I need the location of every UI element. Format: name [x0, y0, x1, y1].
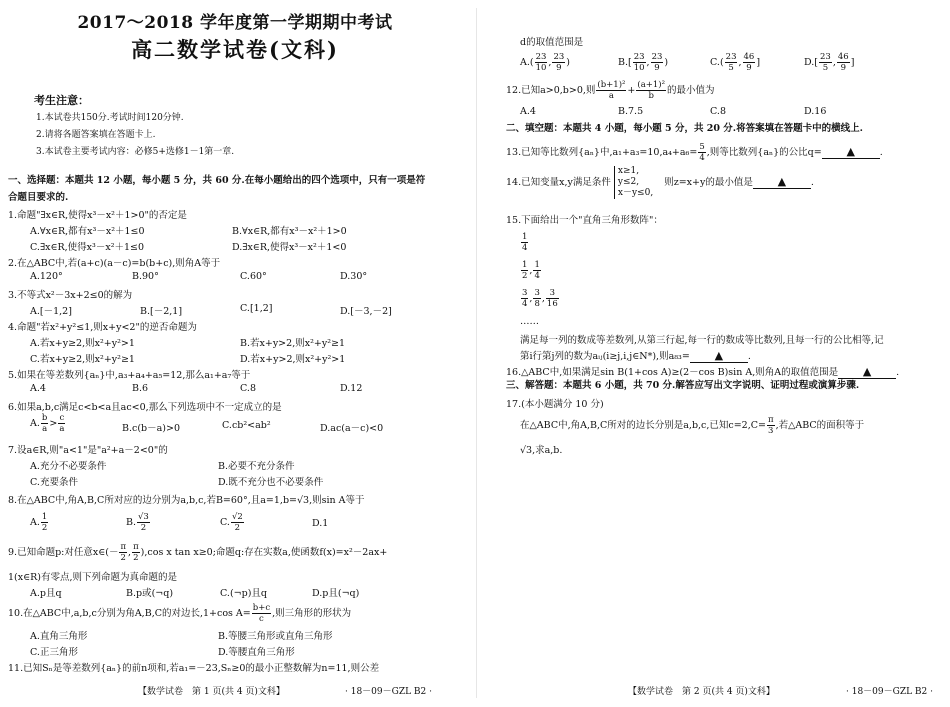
- triangle-marker-icon: ▲: [777, 175, 787, 188]
- q9-option-b: B.p或(¬q): [126, 588, 174, 599]
- question-17-line1: 在△ABC中,角A,B,C所对的边长分别是a,b,c,已知c=2,C= $\frac{\pi}{3}$ ,若△ABC的面积等于: [520, 415, 865, 436]
- q11-continued: d的取值范围是: [520, 37, 584, 48]
- triangle-marker-icon: ▲: [846, 145, 855, 158]
- question-4: 4.命题"若x²+y²≤1,则x+y<2"的逆否命题为: [8, 322, 197, 333]
- q2-option-d: D.30°: [340, 271, 368, 282]
- q6-option-a: A. $\frac{b}{a}$ > $\frac{c}{a}$: [30, 413, 65, 434]
- question-3: 3.不等式x²－3x+2≤0的解为: [8, 290, 133, 301]
- q8-option-c: C. $\frac{√2}{2}$: [220, 512, 243, 533]
- question-8: 8.在△ABC中,角A,B,C所对应的边分别为a,b,c,若B=60°,且a=1,b=√3,则sin A等于: [8, 495, 365, 506]
- question-12: 12.已知a>0,b>0,则 $\frac{\text{(b+1)²}}{a}$ + $\frac{\text{(a+1)²}}{b}$ 的最小值为: [506, 80, 715, 101]
- notice-2: 2.请将各题答案填在答题卡上.: [36, 130, 156, 140]
- triangle-array-row-2: $\frac{1}{2}$ , $\frac{1}{4}$: [522, 260, 540, 281]
- triangle-marker-icon: ▲: [862, 365, 872, 378]
- question-16: 16.△ABC中,如果满足sin B(1+cos A)≥(2－cos B)sin A,则角A的取值范围是 ▲ .: [506, 365, 900, 378]
- q11-option-d: D.[ $\frac{23}{5}$ , $\frac{46}{9}$ ]: [804, 52, 855, 73]
- q1-option-c: C.∃x∈R,使得x³－x²＋1≤0: [30, 242, 145, 253]
- triangle-array-row-1: $\frac{1}{4}$: [522, 232, 528, 253]
- q3-option-c: C.[1,2]: [240, 303, 273, 314]
- exam-title: 2017～2018 学年度第一学期期中考试: [77, 13, 393, 33]
- q15-answer-blank: [690, 349, 748, 363]
- q3-option-a: A.[－1,2]: [30, 306, 72, 317]
- q12-option-c: C.8: [710, 106, 726, 117]
- q7-option-b: B.必要不充分条件: [218, 461, 295, 472]
- question-10: 10.在△ABC中,a,b,c分别为角A,B,C的对边长,1+cos A= $\frac{b+c}{c}$ ,则三角形的形状为: [8, 603, 352, 624]
- q12-option-b: B.7.5: [618, 106, 644, 117]
- q4-option-c: C.若x+y≥2,则x²+y²≥1: [30, 354, 135, 365]
- q9-option-d: D.p且(¬q): [312, 588, 360, 599]
- q12-option-a: A.4: [520, 106, 536, 117]
- question-13: 13.已知等比数列{aₙ}中,a₁+a₃=10,a₄+a₆= $\frac{5}{4}$ ,则等比数列{aₙ}的公比q= ▲ .: [506, 142, 883, 163]
- q10-option-b: B.等腰三角形或直角三角形: [218, 631, 333, 642]
- q2-option-c: C.60°: [240, 271, 267, 282]
- question-15-line3: 第i行第j列的数为aᵢⱼ(i≥j,i,j∈N*),则a₈₃= ▲ .: [520, 349, 751, 362]
- question-7: 7.设a∈R,则"a<1"是"a²+a－2<0"的: [8, 445, 168, 456]
- q9-option-c: C.(¬p)且q: [220, 588, 267, 599]
- triangle-array-ellipsis: ……: [520, 316, 539, 327]
- q6-option-d: D.ac(a－c)<0: [320, 423, 384, 434]
- notice-3: 3.本试卷主要考试内容：必修5+选修1－1第一章.: [36, 147, 235, 157]
- page-right: [478, 0, 950, 707]
- q5-option-d: D.12: [340, 383, 363, 394]
- q8-option-b: B. $\frac{√3}{2}$: [126, 512, 149, 533]
- footer-left-code: · 18－09－GZL B2 ·: [345, 687, 432, 697]
- triangle-marker-icon: ▲: [714, 349, 724, 362]
- notice-1: 1.本试卷共150分.考试时间120分钟.: [36, 113, 184, 123]
- q9-option-a: A.p且q: [30, 588, 62, 599]
- q5-option-c: C.8: [240, 383, 256, 394]
- question-17-line2: √3,求a,b.: [520, 445, 563, 456]
- q7-option-d: D.既不充分也不必要条件: [218, 477, 324, 488]
- question-6: 6.如果a,b,c满足c<b<a且ac<0,那么下列选项中不一定成立的是: [8, 402, 282, 413]
- q10-option-c: C.正三角形: [30, 647, 78, 658]
- q8-option-d: D.1: [312, 518, 329, 529]
- page-divider: [476, 8, 477, 698]
- q13-answer-blank: [822, 145, 880, 159]
- question-1: 1.命题"∃x∈R,使得x³－x²＋1>0"的否定是: [8, 210, 187, 221]
- q6-option-b: B.c(b－a)>0: [122, 423, 180, 434]
- q7-option-a: A.充分不必要条件: [30, 461, 107, 472]
- q14-constraints: x≥1, y≤2, x－y≤0,: [614, 166, 653, 199]
- question-17-heading: 17.(本小题满分 10 分): [506, 399, 604, 410]
- notice-heading: 考生注意：: [34, 94, 89, 107]
- q8-option-a: A. $\frac{1}{2}$: [30, 512, 48, 533]
- q1-option-a: A.∀x∈R,都有x³－x²＋1≤0: [30, 226, 145, 237]
- section-1-heading: 一、选择题：本题共 12 小题，每小题 5 分，共 60 分.在每小题给出的四个选项中，只有一项是符 合题目要求的.: [8, 175, 426, 203]
- q4-option-b: B.若x+y>2,则x²+y²≥1: [240, 338, 346, 349]
- q10-option-d: D.等腰直角三角形: [218, 647, 295, 658]
- exam-subtitle: 高二数学试卷(文科): [131, 37, 339, 62]
- q12-option-d: D.16: [804, 106, 827, 117]
- footer-right-code: · 18－09－GZL B2 ·: [846, 687, 933, 697]
- question-14: 14.已知变量x,y满足条件 x≥1, y≤2, x－y≤0, 则z=x+y的最小值是 ▲ .: [506, 166, 814, 198]
- q2-option-b: B.90°: [132, 271, 159, 282]
- question-15-line2: 满足每一列的数成等差数列,从第三行起,每一行的数成等比数列,且每一行的公比相等,记: [520, 335, 884, 346]
- q1-option-b: B.∀x∈R,都有x³－x²＋1>0: [232, 226, 347, 237]
- section-3-heading: 三、解答题：本题共 6 小题，共 70 分.解答应写出文字说明、证明过程或演算步骤.: [506, 380, 860, 391]
- footer-right-page-label: 【数学试卷 第 2 页(共 4 页)文科】: [628, 687, 775, 697]
- q4-option-d: D.若x+y>2,则x²+y²>1: [240, 354, 346, 365]
- q11-option-c: C.( $\frac{23}{5}$ , $\frac{46}{9}$ ]: [710, 52, 761, 73]
- section-2-heading: 二、填空题：本题共 4 小题，每小题 5 分，共 20 分.将答案填在答题卡中的横线上.: [506, 123, 863, 134]
- triangle-array-row-3: $\frac{3}{4}$ , $\frac{3}{8}$ , $\frac{3}{16}$: [522, 288, 558, 309]
- q3-option-d: D.[－3,－2]: [340, 306, 392, 317]
- q7-option-c: C.充要条件: [30, 477, 78, 488]
- q10-option-a: A.直角三角形: [30, 631, 88, 642]
- footer-left-page-label: 【数学试卷 第 1 页(共 4 页)文科】: [138, 687, 285, 697]
- q4-option-a: A.若x+y≥2,则x²+y²>1: [30, 338, 135, 349]
- q14-answer-blank: [753, 175, 811, 189]
- question-11: 11.已知Sₙ是等差数列{aₙ}的前n项和,若a₁=－23,Sₙ≥0的最小正整数解为n=11,则公差: [8, 663, 380, 674]
- question-2: 2.在△ABC中,若(a+c)(a－c)=b(b+c),则角A等于: [8, 258, 221, 269]
- q6-option-c: C.cb²<ab²: [222, 420, 271, 431]
- q5-option-a: A.4: [30, 383, 46, 394]
- question-9-line2: 1(x∈R)有零点,则下列命题为真命题的是: [8, 572, 178, 583]
- q1-option-d: D.∃x∈R,使得x³－x²＋1<0: [232, 242, 347, 253]
- q11-option-b: B.[ $\frac{23}{10}$ , $\frac{23}{9}$ ): [618, 52, 669, 73]
- q3-option-b: B.[－2,1]: [140, 306, 183, 317]
- question-9: 9.已知命题p:对任意x∈(－ $\frac{\pi}{2}$ , $\frac{\pi}{2}$ ),cos x tan x≥0;命题q:存在实数a,使函数f(x)=x²－2ax+: [8, 542, 388, 563]
- question-15: 15.下面给出一个"直角三角形数阵"：: [506, 215, 663, 226]
- question-5: 5.如果在等差数列{aₙ}中,a₃+a₄+a₅=12,那么a₁+a₇等于: [8, 370, 251, 381]
- q11-option-a: A.( $\frac{23}{10}$ , $\frac{23}{9}$ ): [520, 52, 570, 73]
- q2-option-a: A.120°: [30, 271, 63, 282]
- q5-option-b: B.6: [132, 383, 149, 394]
